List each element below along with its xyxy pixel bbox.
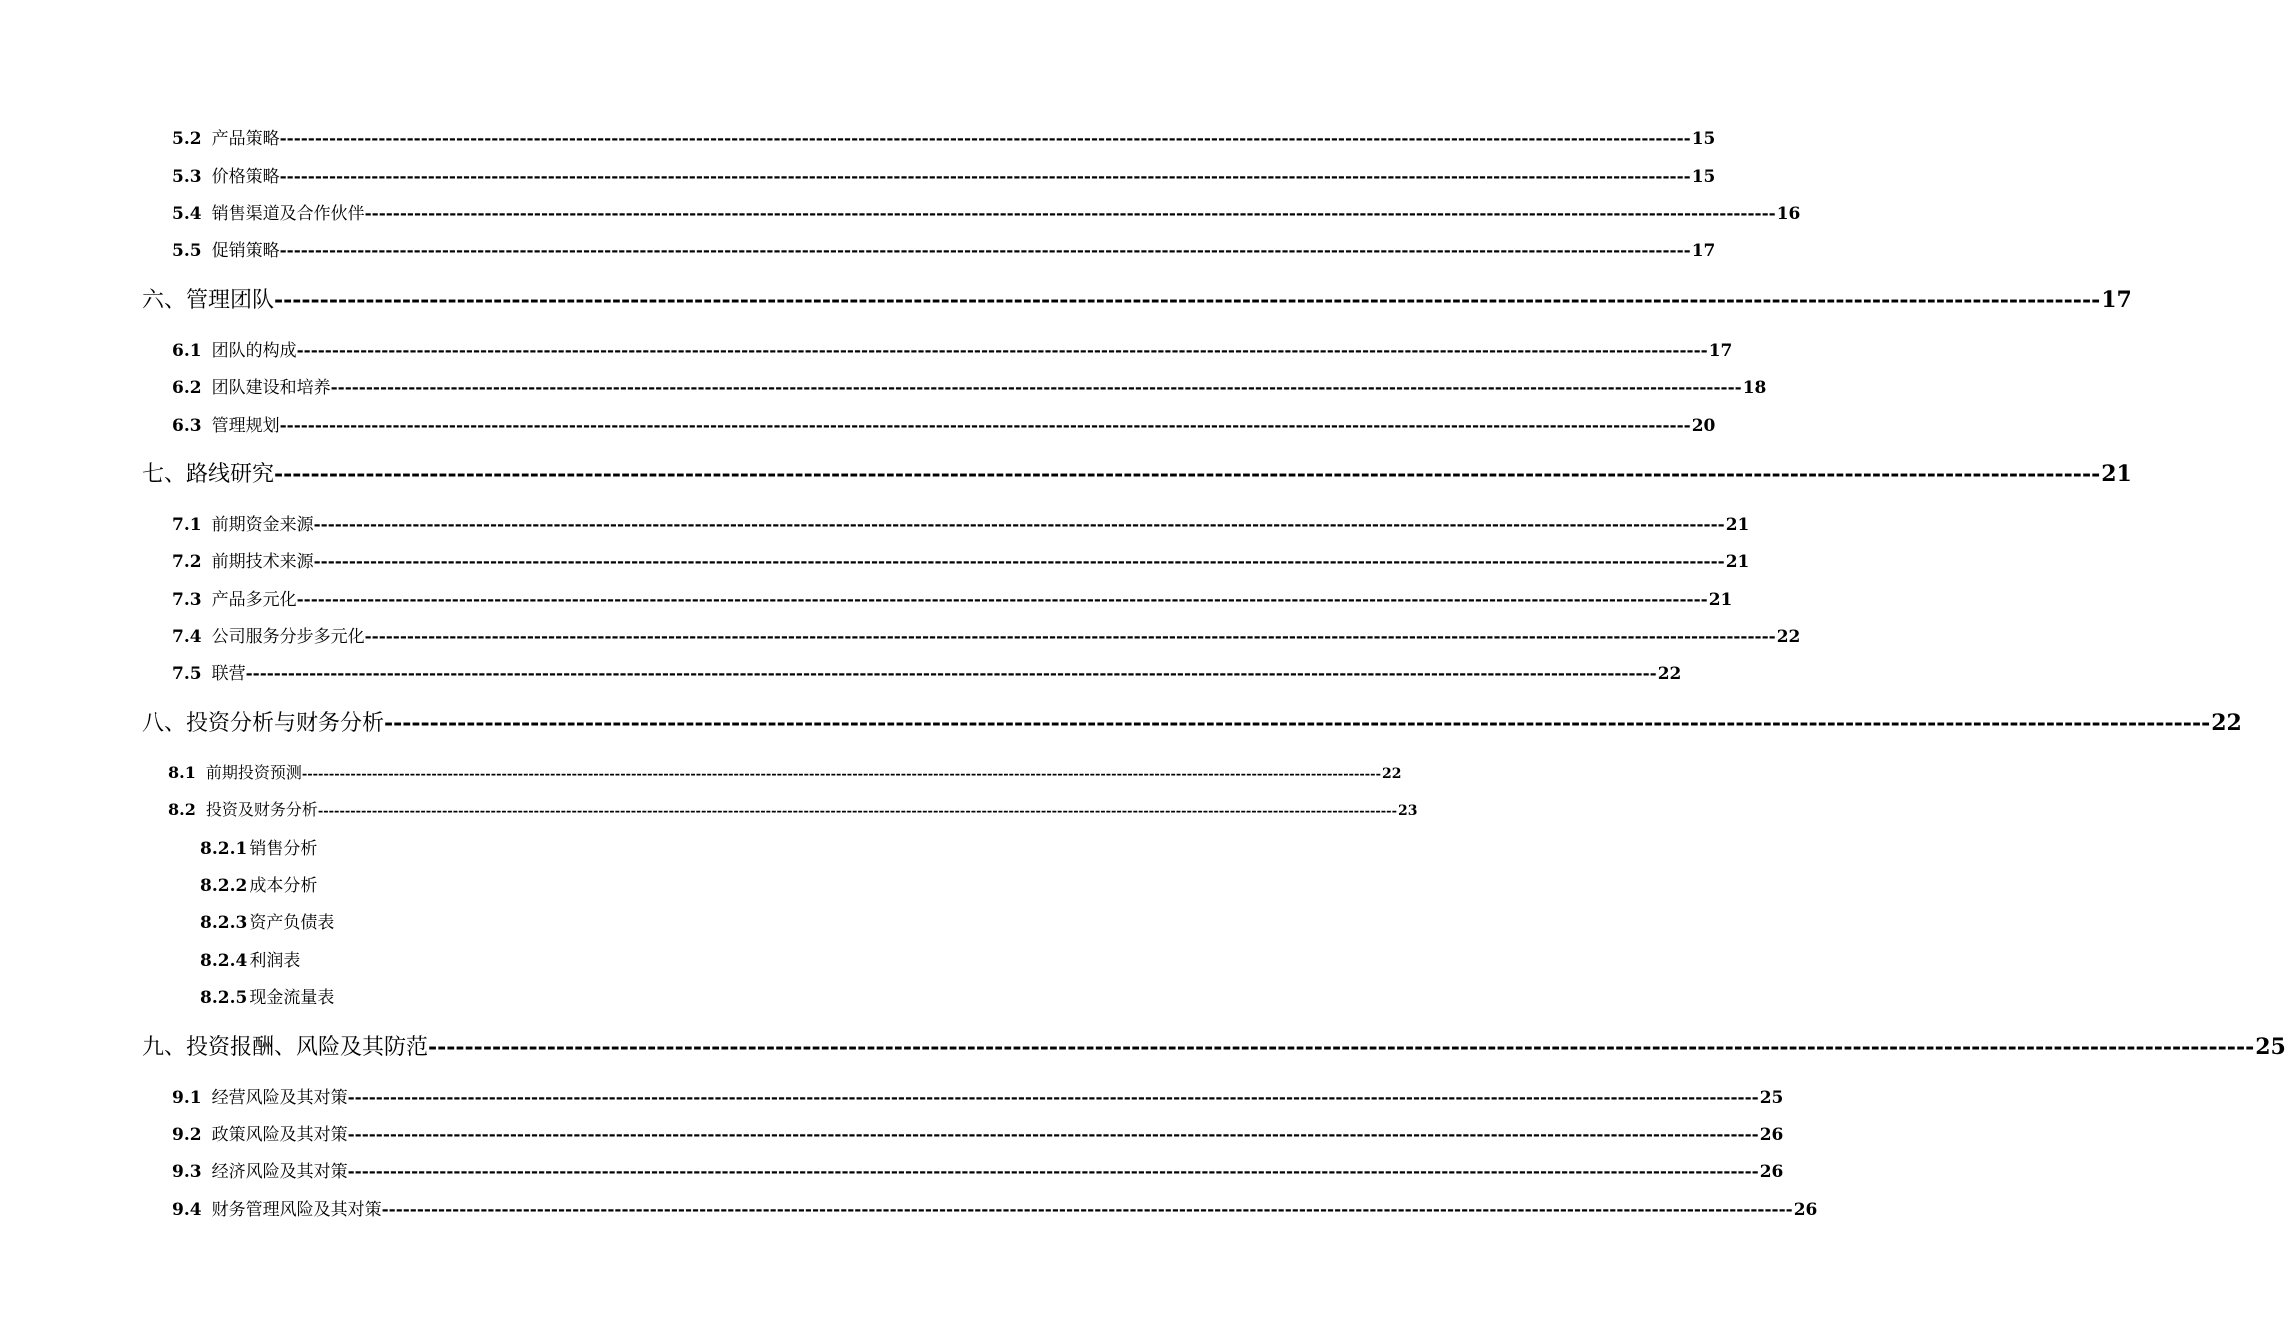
toc-number: 6.3 bbox=[172, 416, 202, 436]
toc-subentry[interactable] bbox=[200, 983, 334, 1008]
toc-subentry[interactable] bbox=[200, 834, 317, 859]
toc-title: 投资报酬、风险及其防范 bbox=[186, 1035, 429, 1060]
toc-entry[interactable] bbox=[172, 1120, 1784, 1145]
toc-page: 15 bbox=[1691, 129, 1716, 149]
toc-page: 26 bbox=[1759, 1125, 1784, 1145]
toc-number: 6.1 bbox=[172, 341, 202, 361]
toc-title: 前期技术来源 bbox=[211, 552, 314, 572]
toc-leader: -------------------------------------------------------------------------------------------------------------------------------------------------------------------------------------------------------- bbox=[347, 1162, 1759, 1182]
toc-number: 5.5 bbox=[172, 241, 202, 261]
toc-title: 销售分析 bbox=[249, 839, 318, 859]
toc-number: 5.4 bbox=[172, 204, 202, 224]
toc-title: 联营 bbox=[211, 664, 246, 684]
toc-leader: -------------------------------------------------------------------------------------------------------------------------------------------------------------------------------------------------------- bbox=[296, 590, 1708, 610]
toc-title: 价格策略 bbox=[211, 167, 280, 187]
toc-title: 管理规划 bbox=[211, 416, 280, 436]
toc-title: 财务管理风险及其对策 bbox=[211, 1200, 382, 1220]
toc-page: 17 bbox=[1708, 341, 1733, 361]
toc-title: 销售渠道及合作伙伴 bbox=[211, 204, 365, 224]
toc-chapter[interactable] bbox=[142, 1030, 2286, 1061]
toc-leader: -------------------------------------------------------------------------------------------------------------------------------------------------------------------------------------------------------- bbox=[313, 552, 1725, 572]
toc-entry[interactable] bbox=[172, 236, 1716, 261]
toc-entry[interactable] bbox=[172, 162, 1716, 187]
toc-entry[interactable] bbox=[172, 124, 1716, 149]
toc-number: 8.2.3 bbox=[200, 913, 248, 933]
toc-entry[interactable] bbox=[172, 622, 1801, 647]
toc-number: 8.2.2 bbox=[200, 876, 248, 896]
toc-title: 管理团队 bbox=[186, 288, 275, 313]
toc-number: 5.2 bbox=[172, 129, 202, 149]
toc-number: 8.1 bbox=[168, 763, 196, 782]
toc-page: 23 bbox=[1397, 803, 1418, 819]
toc-leader: -------------------------------------------------------------------------------------------------------------------------------------------------------------------------------------------------------- bbox=[384, 710, 2211, 736]
toc-title: 前期投资预测 bbox=[205, 763, 302, 782]
toc-leader: -------------------------------------------------------------------------------------------------------------------------------------------------------------------------------------------------------- bbox=[279, 416, 1691, 436]
toc-entry[interactable] bbox=[172, 1083, 1784, 1108]
toc-subentry[interactable] bbox=[200, 871, 317, 896]
toc-page: 25 bbox=[2255, 1034, 2286, 1060]
toc-chapter[interactable] bbox=[142, 706, 2242, 737]
toc-subentry[interactable] bbox=[200, 908, 334, 933]
toc-number: 5.3 bbox=[172, 167, 202, 187]
toc-page: 15 bbox=[1691, 167, 1716, 187]
toc-page: 22 bbox=[2211, 710, 2242, 736]
toc-entry[interactable] bbox=[172, 199, 1801, 224]
toc-leader: -------------------------------------------------------------------------------------------------------------------------------------------------------------------------------------------------------- bbox=[279, 241, 1691, 261]
toc-number: 7.3 bbox=[172, 590, 202, 610]
toc-page: 18 bbox=[1742, 378, 1767, 398]
toc-leader: -------------------------------------------------------------------------------------------------------------------------------------------------------------------------------------------------------- bbox=[274, 461, 2101, 487]
toc-leader: -------------------------------------------------------------------------------------------------------------------------------------------------------------------------------------------------------- bbox=[364, 627, 1776, 647]
toc-title: 投资及财务分析 bbox=[205, 800, 318, 819]
toc-number: 8.2 bbox=[168, 800, 196, 819]
toc-number: 8.2.4 bbox=[200, 951, 248, 971]
toc-title: 路线研究 bbox=[186, 462, 275, 487]
toc-leader: -------------------------------------------------------------------------------------------------------------------------------------------------------------------------------------------------------- bbox=[301, 767, 1381, 782]
toc-entry[interactable] bbox=[172, 373, 1767, 398]
toc-entry[interactable] bbox=[172, 510, 1750, 535]
toc-number: 8.2.1 bbox=[200, 839, 248, 859]
toc-number: 6.2 bbox=[172, 378, 202, 398]
toc-entry[interactable] bbox=[172, 547, 1750, 572]
toc-page: 26 bbox=[1793, 1200, 1818, 1220]
toc-entry[interactable] bbox=[172, 585, 1733, 610]
toc-leader: -------------------------------------------------------------------------------------------------------------------------------------------------------------------------------------------------------- bbox=[274, 287, 2101, 313]
toc-leader: -------------------------------------------------------------------------------------------------------------------------------------------------------------------------------------------------------- bbox=[245, 664, 1657, 684]
toc-leader: -------------------------------------------------------------------------------------------------------------------------------------------------------------------------------------------------------- bbox=[428, 1034, 2255, 1060]
toc-entry[interactable] bbox=[168, 760, 1402, 783]
toc-title: 现金流量表 bbox=[249, 988, 335, 1008]
toc-entry[interactable] bbox=[172, 1157, 1784, 1182]
toc-title: 产品多元化 bbox=[211, 590, 297, 610]
toc-page: 26 bbox=[1759, 1162, 1784, 1182]
toc-page: 22 bbox=[1657, 664, 1682, 684]
toc-page: 17 bbox=[2101, 287, 2132, 313]
toc-leader: -------------------------------------------------------------------------------------------------------------------------------------------------------------------------------------------------------- bbox=[347, 1125, 1759, 1145]
toc-title: 投资分析与财务分析 bbox=[186, 711, 385, 736]
toc-title: 政策风险及其对策 bbox=[211, 1125, 348, 1145]
toc-page: 25 bbox=[1759, 1088, 1784, 1108]
toc-title: 前期资金来源 bbox=[211, 515, 314, 535]
toc-number: 7.5 bbox=[172, 664, 202, 684]
toc-number: 9.3 bbox=[172, 1162, 202, 1182]
toc-title: 团队建设和培养 bbox=[211, 378, 331, 398]
toc-number: 8.2.5 bbox=[200, 988, 248, 1008]
toc-leader: -------------------------------------------------------------------------------------------------------------------------------------------------------------------------------------------------------- bbox=[381, 1200, 1793, 1220]
toc-title: 成本分析 bbox=[249, 876, 318, 896]
toc-leader: -------------------------------------------------------------------------------------------------------------------------------------------------------------------------------------------------------- bbox=[317, 804, 1397, 819]
toc-leader: -------------------------------------------------------------------------------------------------------------------------------------------------------------------------------------------------------- bbox=[347, 1088, 1759, 1108]
toc-title: 经济风险及其对策 bbox=[211, 1162, 348, 1182]
toc-leader: -------------------------------------------------------------------------------------------------------------------------------------------------------------------------------------------------------- bbox=[313, 515, 1725, 535]
toc-entry[interactable] bbox=[168, 797, 1418, 820]
toc-page: 16 bbox=[1776, 204, 1801, 224]
toc-leader: -------------------------------------------------------------------------------------------------------------------------------------------------------------------------------------------------------- bbox=[296, 341, 1708, 361]
toc-page: 20 bbox=[1691, 416, 1716, 436]
toc-number: 六、 bbox=[142, 288, 187, 313]
toc-number: 7.4 bbox=[172, 627, 202, 647]
toc-title: 团队的构成 bbox=[211, 341, 297, 361]
toc-title: 资产负债表 bbox=[249, 913, 335, 933]
toc-number: 9.4 bbox=[172, 1200, 202, 1220]
toc-number: 八、 bbox=[142, 711, 187, 736]
toc-entry[interactable] bbox=[172, 411, 1716, 436]
toc-leader: -------------------------------------------------------------------------------------------------------------------------------------------------------------------------------------------------------- bbox=[279, 129, 1691, 149]
toc-page: 21 bbox=[1725, 515, 1750, 535]
toc-entry[interactable] bbox=[172, 659, 1682, 684]
toc-number: 7.2 bbox=[172, 552, 202, 572]
toc-entry[interactable] bbox=[172, 336, 1733, 361]
toc-chapter[interactable] bbox=[142, 457, 2132, 488]
toc-page: 17 bbox=[1691, 241, 1716, 261]
toc-number: 九、 bbox=[142, 1035, 187, 1060]
toc-title: 公司服务分步多元化 bbox=[211, 627, 365, 647]
toc-page: 22 bbox=[1776, 627, 1801, 647]
toc-subentry[interactable] bbox=[200, 946, 300, 971]
toc-number: 9.1 bbox=[172, 1088, 202, 1108]
toc-page: 21 bbox=[1708, 590, 1733, 610]
toc-leader: -------------------------------------------------------------------------------------------------------------------------------------------------------------------------------------------------------- bbox=[330, 378, 1742, 398]
toc-number: 9.2 bbox=[172, 1125, 202, 1145]
toc-number: 7.1 bbox=[172, 515, 202, 535]
toc-title: 利润表 bbox=[249, 951, 301, 971]
toc-title: 经营风险及其对策 bbox=[211, 1088, 348, 1108]
toc-title: 促销策略 bbox=[211, 241, 280, 261]
toc-page: 21 bbox=[1725, 552, 1750, 572]
toc-title: 产品策略 bbox=[211, 129, 280, 149]
toc-page: 22 bbox=[1381, 766, 1402, 782]
toc-page: 21 bbox=[2101, 461, 2132, 487]
toc-leader: -------------------------------------------------------------------------------------------------------------------------------------------------------------------------------------------------------- bbox=[364, 204, 1776, 224]
toc-leader: -------------------------------------------------------------------------------------------------------------------------------------------------------------------------------------------------------- bbox=[279, 167, 1691, 187]
toc-entry[interactable] bbox=[172, 1195, 1818, 1220]
toc-number: 七、 bbox=[142, 462, 187, 487]
toc-chapter[interactable] bbox=[142, 283, 2132, 314]
